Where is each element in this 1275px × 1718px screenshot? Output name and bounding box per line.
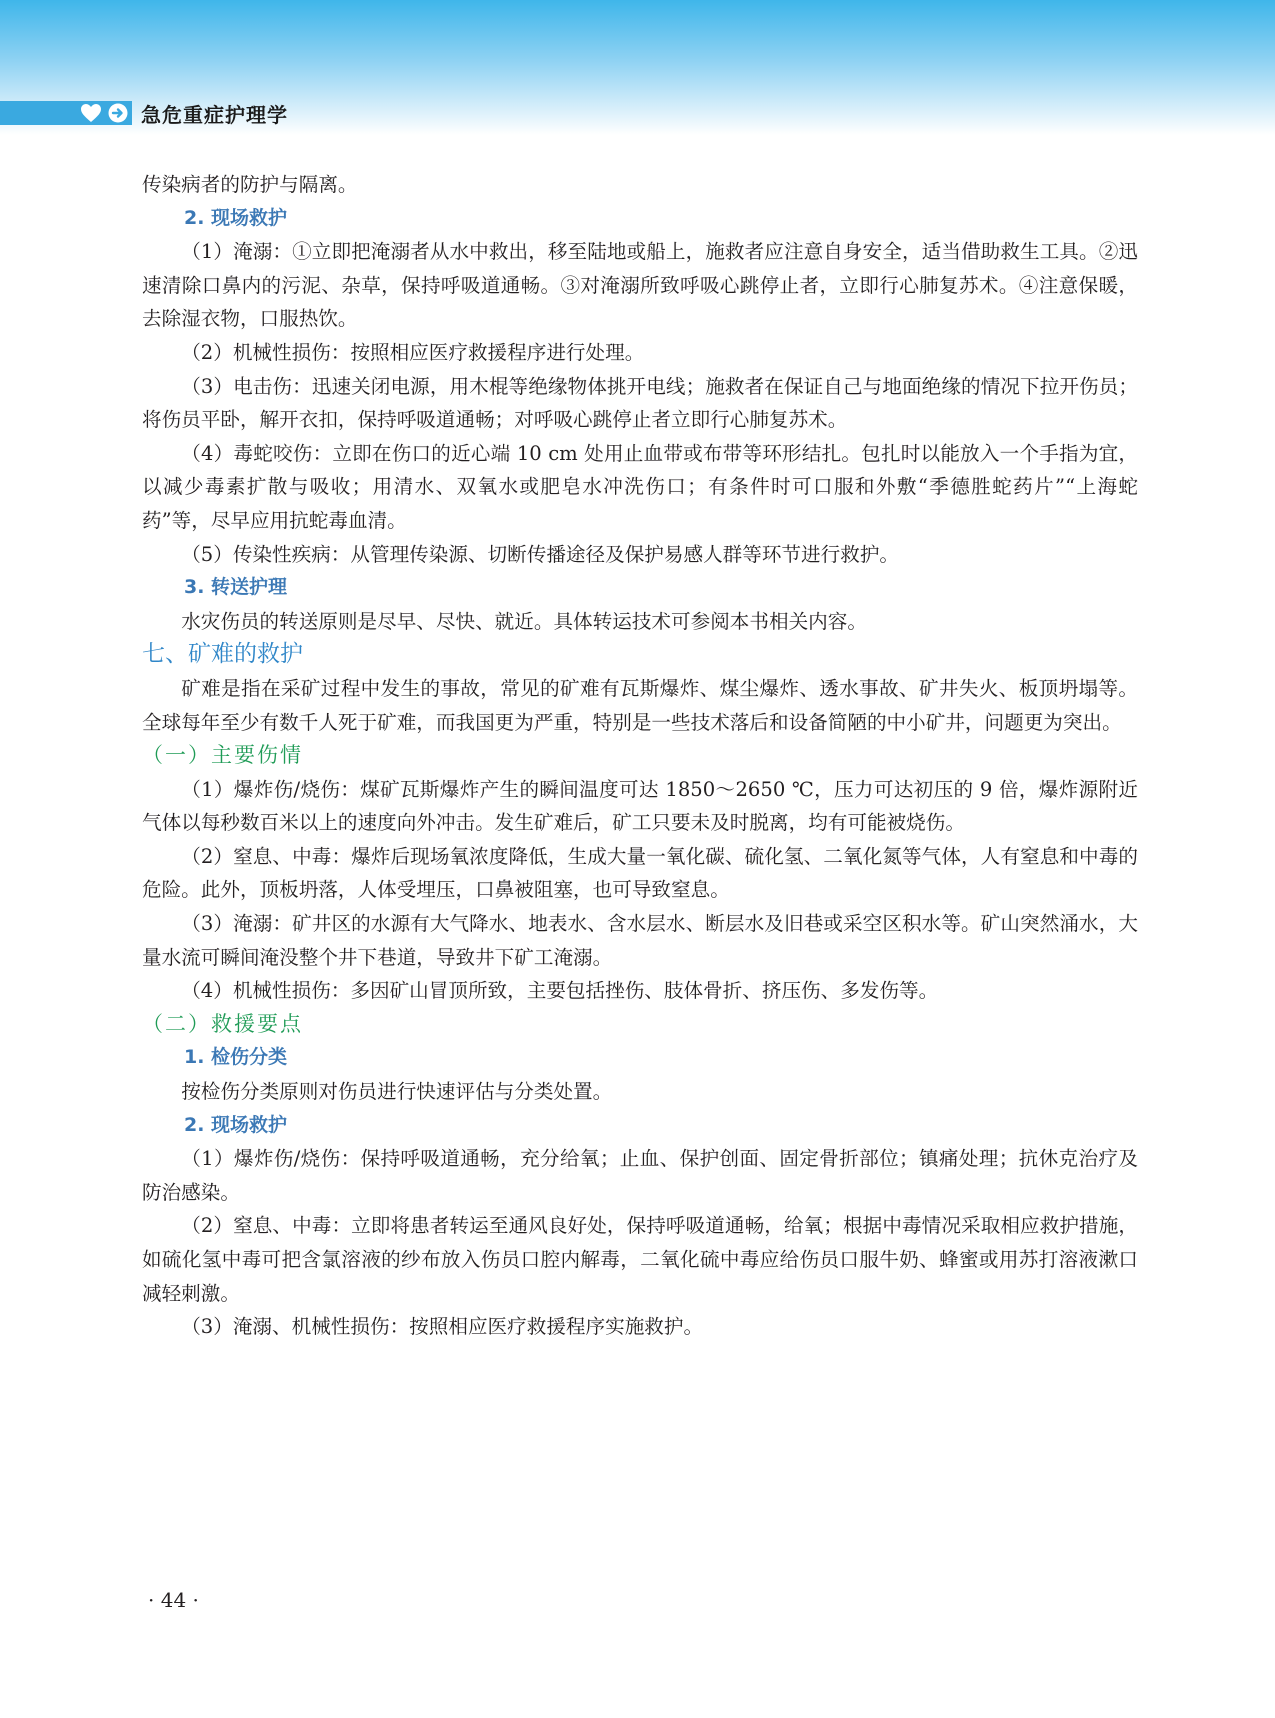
page-number: · 44 ·: [148, 1588, 199, 1612]
section-heading: 1. 检伤分类: [184, 1046, 288, 1069]
paragraph: 矿难是指在采矿过程中发生的事故，常见的矿难有瓦斯爆炸、煤尘爆炸、透水事故、矿井失火、板顶坍塌等。全球每年至少有数千人死于矿难，而我国更为严重，特别是一些技术落后和设备简陋的中小矿井，问题更为突出。: [142, 676, 1138, 734]
paragraph: （2）机械性损伤：按照相应医疗救援程序进行处理。: [181, 340, 645, 364]
paragraph: （1）爆炸伤/烧伤：保持呼吸道通畅，充分给氧；止血、保护创面、固定骨折部位；镇痛处理；抗休克治疗及防治感染。: [142, 1147, 1138, 1204]
paragraph: （2）窒息、中毒：立即将患者转运至通风良好处，保持呼吸道通畅，给氧；根据中毒情况采取相应救护措施，如硫化氢中毒可把含氯溶液的纱布放入伤员口腔内解毒，二氧化硫中毒应给伤员口服牛奶、蜂蜜或用苏打溶液漱口减轻刺激。: [142, 1214, 1138, 1305]
section-heading: 2. 现场救护: [184, 1113, 288, 1136]
header-icons: [80, 103, 128, 123]
arrow-right-circle-icon: [108, 103, 128, 123]
paragraph: （3）淹溺、机械性损伤：按照相应医疗救援程序实施救护。: [181, 1315, 704, 1339]
paragraph: （5）传染性疾病：从管理传染源、切断传播途径及保护易感人群等环节进行救护。: [181, 542, 900, 566]
paragraph: 水灾伤员的转送原则是尽早、尽快、就近。具体转运技术可参阅本书相关内容。: [181, 609, 867, 633]
paragraph: （1）爆炸伤/烧伤：煤矿瓦斯爆炸产生的瞬间温度可达 1850～2650 ℃，压力可达初压的 9 倍，爆炸源附近气体以每秒数百米以上的速度向外冲击。发生矿难后，矿工只要未及时脱离，均有可能被烧伤。: [142, 777, 1138, 835]
section-heading: 3. 转送护理: [184, 576, 288, 599]
paragraph: （3）淹溺：矿井区的水源有大气降水、地表水、含水层水、断层水及旧巷或采空区积水等。矿山突然涌水，大量水流可瞬间淹没整个井下巷道，导致井下矿工淹溺。: [142, 912, 1138, 969]
paragraph: 传染病者的防护与隔离。: [142, 173, 358, 196]
chapter-section-title: 七、矿难的救护: [142, 641, 303, 668]
subsection-title: （一）主要伤情: [142, 743, 303, 768]
section-heading: 2. 现场救护: [184, 206, 288, 229]
paragraph: （4）机械性损伤：多因矿山冒顶所致，主要包括挫伤、肢体骨折、挤压伤、多发伤等。: [181, 979, 939, 1003]
subsection-title: （二）救援要点: [142, 1011, 303, 1036]
paragraph: （1）淹溺：①立即把淹溺者从水中救出，移至陆地或船上，施救者应注意自身安全，适当借助救生工具。②迅速清除口鼻内的污泥、杂草，保持呼吸道通畅。③对淹溺所致呼吸心跳停止者，立即行心肺复苏术。④注意保暖，去除湿衣物，口服热饮。: [142, 240, 1138, 331]
page-content: [142, 168, 1138, 1344]
book-title: 急危重症护理学: [141, 103, 288, 127]
paragraph: 按检伤分类原则对伤员进行快速评估与分类处置。: [181, 1080, 613, 1104]
paragraph: （2）窒息、中毒：爆炸后现场氧浓度降低，生成大量一氧化碳、硫化氢、二氧化氮等气体，人有窒息和中毒的危险。此外，顶板坍落，人体受埋压，口鼻被阻塞，也可导致窒息。: [142, 844, 1138, 902]
paragraph: （4）毒蛇咬伤：立即在伤口的近心端 10 cm 处用止血带或布带等环形结扎。包扎时以能放入一个手指为宜，以减少毒素扩散与吸收；用清水、双氧水或肥皂水冲洗伤口；有条件时可口服和外敷“季德胜蛇药片”“上海蛇药”等，尽早应用抗蛇毒血清。: [142, 441, 1138, 532]
paragraph: （3）电击伤：迅速关闭电源，用木棍等绝缘物体挑开电线；施救者在保证自己与地面绝缘的情况下拉开伤员；将伤员平卧，解开衣扣，保持呼吸道通畅；对呼吸心跳停止者立即行心肺复苏术。: [142, 374, 1138, 432]
heart-icon: [80, 103, 102, 123]
